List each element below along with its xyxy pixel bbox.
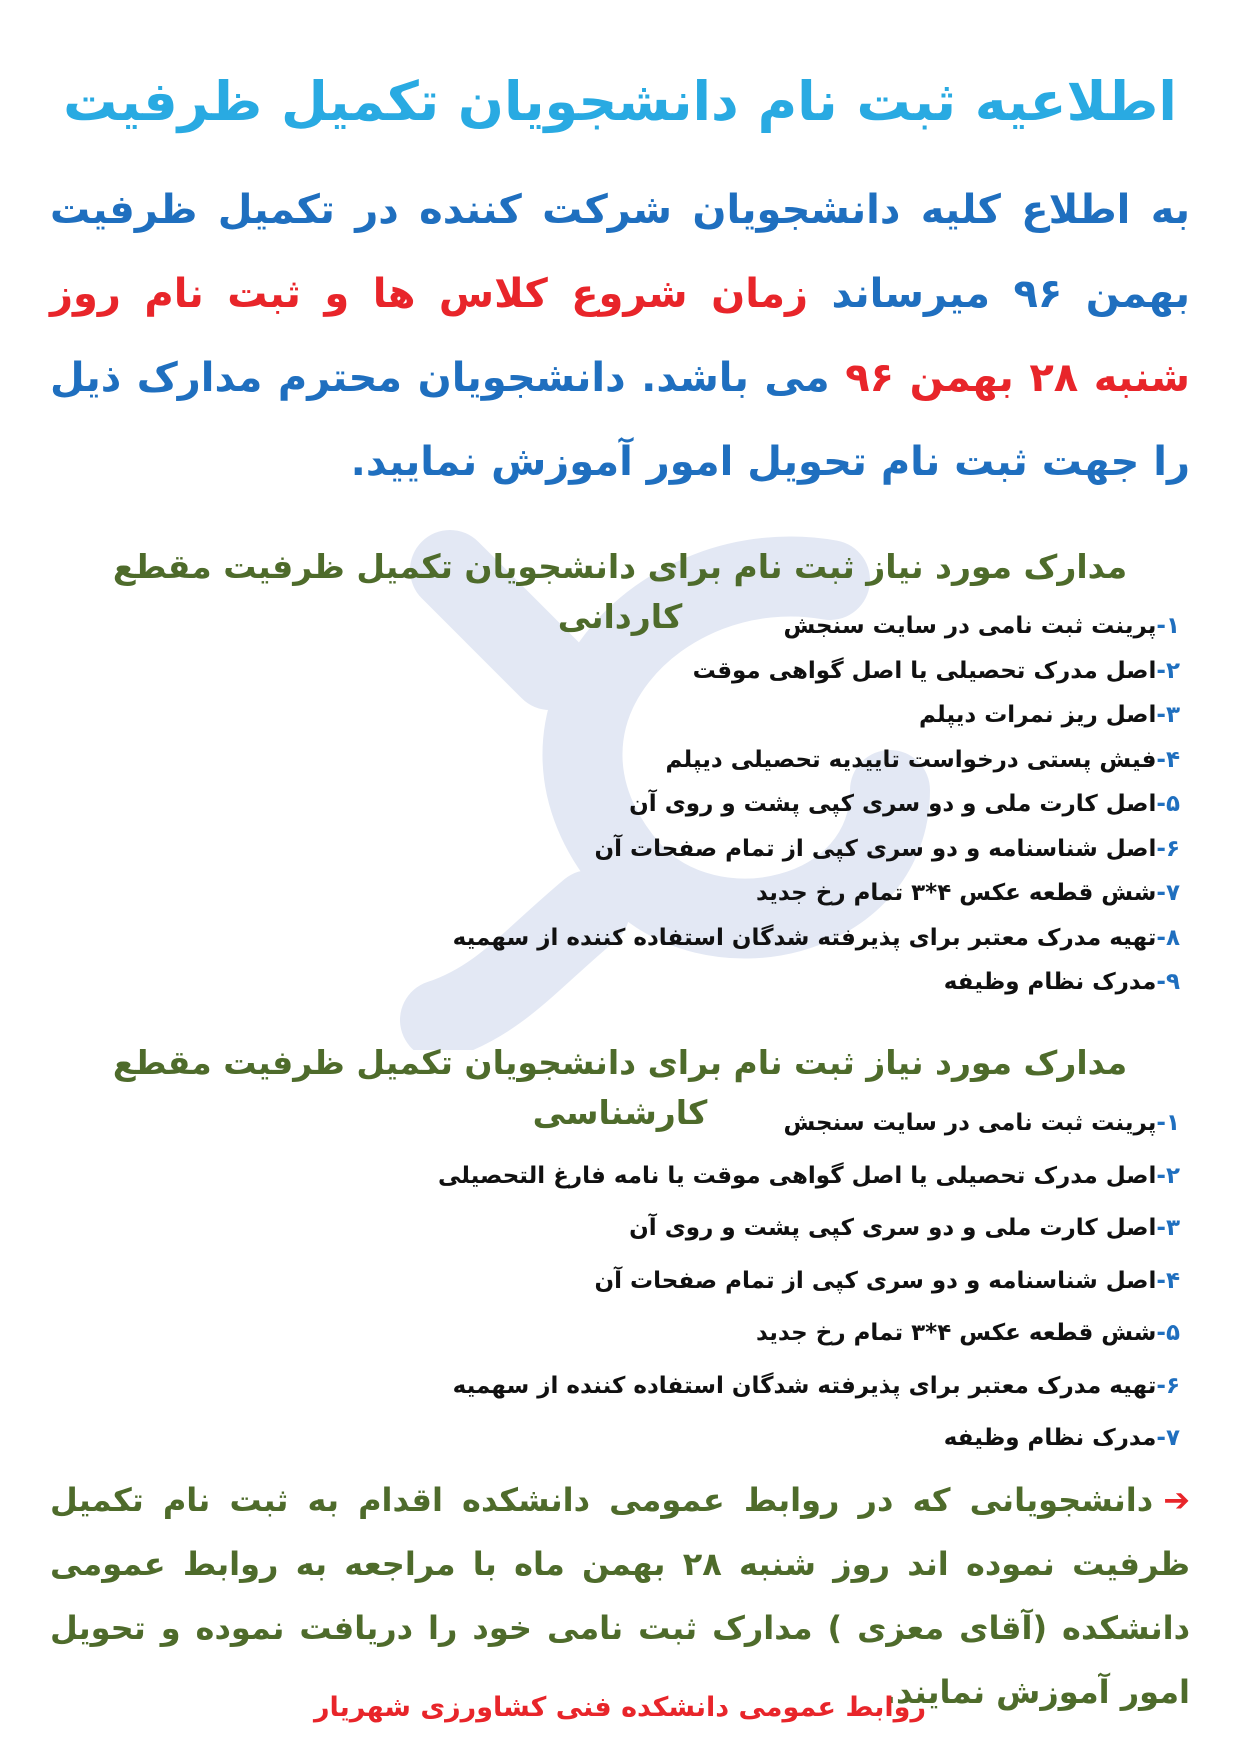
list-item: ۵-شش قطعه عکس ۴*۳ تمام رخ جدید (755, 1320, 1180, 1346)
notice-text: دانشجویانی که در روابط عمومی دانشکده اقدام به ثبت نام تکمیل ظرفیت نموده اند روز شنبه ۲۸ بهمن ماه با مراجعه به روابط عمومی دانشکده (آقای معزی ) مدارک ثبت نامی خود را دریافت نموده و تحویل امور آموزش نمایند. (50, 1481, 1191, 1711)
list-item: ۱-پرینت ثبت نامی در سایت سنجش (783, 1110, 1180, 1136)
karshenasi-heading: مدارک مورد نیاز ثبت نام برای دانشجویان تکمیل ظرفیت مقطع کارشناسی (112, 1043, 1128, 1132)
list-item: ۷-شش قطعه عکس ۴*۳ تمام رخ جدید (755, 880, 1180, 906)
intro-paragraph (50, 168, 1190, 504)
karshenasi-requirements-list (438, 1097, 1180, 1465)
page-title: اطلاعیه ثبت نام دانشجویان تکمیل ظرفیت (63, 70, 1177, 133)
list-item: ۷-مدرک نظام وظیفه (943, 1425, 1180, 1451)
list-item: ۶-تهیه مدرک معتبر برای پذیرفته شدگان استفاده کننده از سهمیه (452, 1372, 1180, 1399)
kardani-requirements-list (453, 604, 1180, 1005)
list-item: ۱-پرینت ثبت نامی در سایت سنجش (783, 613, 1180, 639)
list-item: ۳-اصل ریز نمرات دیپلم (918, 702, 1180, 728)
list-item: ۹-مدرک نظام وظیفه (943, 969, 1180, 995)
list-item: ۴-اصل شناسنامه و دو سری کپی از تمام صفحات آن (594, 1267, 1180, 1294)
signature: روابط عمومی دانشکده فنی کشاورزی شهریار (313, 1692, 927, 1723)
list-item: ۲-اصل مدرک تحصیلی یا اصل گواهی موقت (692, 657, 1180, 684)
list-item: ۸-تهیه مدرک معتبر برای پذیرفته شدگان استفاده کننده از سهمیه (452, 924, 1180, 951)
intro-text-start: به اطلاع کلیه دانشجویان شرکت کننده در تکمیل ظرفیت بهمن ۹۶ میرساند (50, 187, 1190, 317)
arrow-right-icon: ➔ (1163, 1481, 1190, 1519)
kardani-heading: مدارک مورد نیاز ثبت نام برای دانشجویان تکمیل ظرفیت مقطع کاردانی (112, 547, 1128, 636)
list-item: ۶-اصل شناسنامه و دو سری کپی از تمام صفحات آن (594, 835, 1180, 862)
intro-highlight: زمان شروع کلاس ها و ثبت نام روز شنبه ۲۸ بهمن ۹۶ (50, 271, 1191, 401)
intro-text-end: می باشد. دانشجویان محترم مدارک ذیل را جهت ثبت نام تحویل امور آموزش نمایید. (50, 355, 1190, 485)
list-item: ۲-اصل مدرک تحصیلی یا اصل گواهی موقت یا نامه فارغ التحصیلی (438, 1162, 1180, 1189)
list-item: ۵-اصل کارت ملی و دو سری کپی پشت و روی آن (629, 791, 1180, 817)
list-item: ۳-اصل کارت ملی و دو سری کپی پشت و روی آن (629, 1215, 1180, 1241)
notice-paragraph (50, 1468, 1190, 1724)
list-item: ۴-فیش پستی درخواست تاییدیه تحصیلی دیپلم (665, 746, 1180, 773)
